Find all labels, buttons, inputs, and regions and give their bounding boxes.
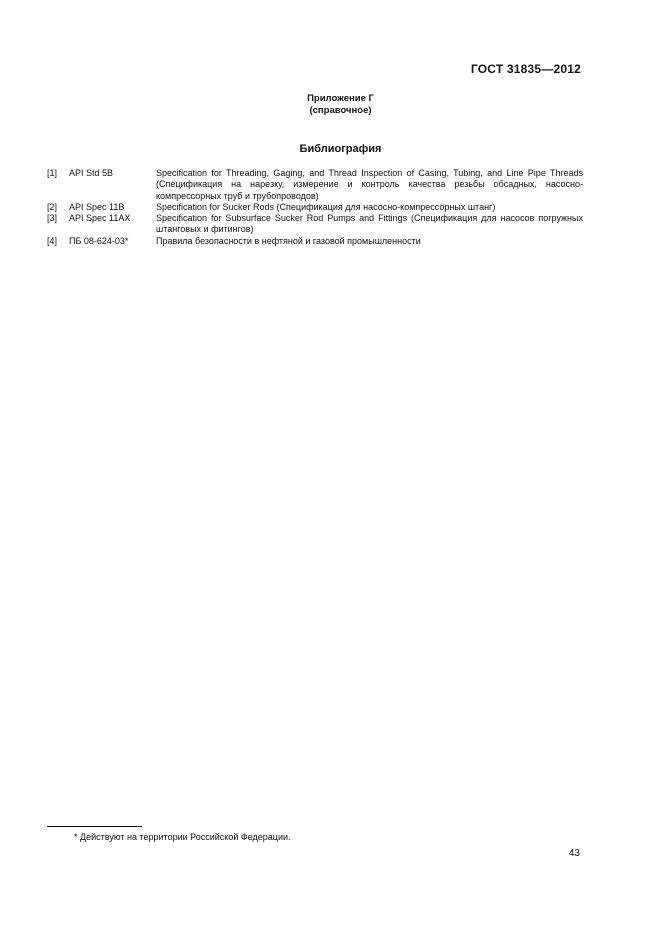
bibliography-list [47,168,583,247]
appendix-title-block [0,93,661,117]
entry-number: [4] [47,235,58,246]
bibliography-entry [47,213,583,236]
entry-number: [1] [47,168,58,178]
entry-description: Specification for Sucker Rods (Спецификация для насосно-компрессорных штанг) [156,201,496,212]
entry-description: Правила безопасности в нефтяной и газовой промышленности [156,235,421,246]
appendix-subtitle: (справочное) [309,105,372,116]
bibliography-entry [47,168,583,202]
footnote-divider [47,826,142,827]
entry-reference: API Std 5B [69,168,114,178]
bibliography-entry [47,236,583,247]
entry-number: [3] [47,213,58,224]
bibliography-entry [47,202,583,213]
page-number: 43 [568,848,580,859]
footnote: * Действуют на территории Российской Федерации. [74,832,291,842]
entry-reference: API Spec 11AX [69,213,131,224]
bibliography-heading: Библиография [299,143,382,155]
appendix-title: Приложение Г [307,93,374,104]
entry-number: [2] [47,201,58,212]
entry-reference: ПБ 08-624-03* [69,235,129,246]
standard-code: ГОСТ 31835—2012 [470,62,581,76]
entry-description: Specification for Subsurface Sucker Rod Pumps and Fittings (Спецификация для насосов погружных штанговых и фитингов) [156,213,583,235]
entry-reference: API Spec 11B [69,201,125,212]
entry-description: Specification for Threading, Gaging, and Thread Inspection of Casing, Tubing, and Line Pipe Threads (Спецификация на нарезку, измерение и контроль качества резьбы обсадных, насосно-компрессорных труб и трубопроводов) [156,168,583,201]
